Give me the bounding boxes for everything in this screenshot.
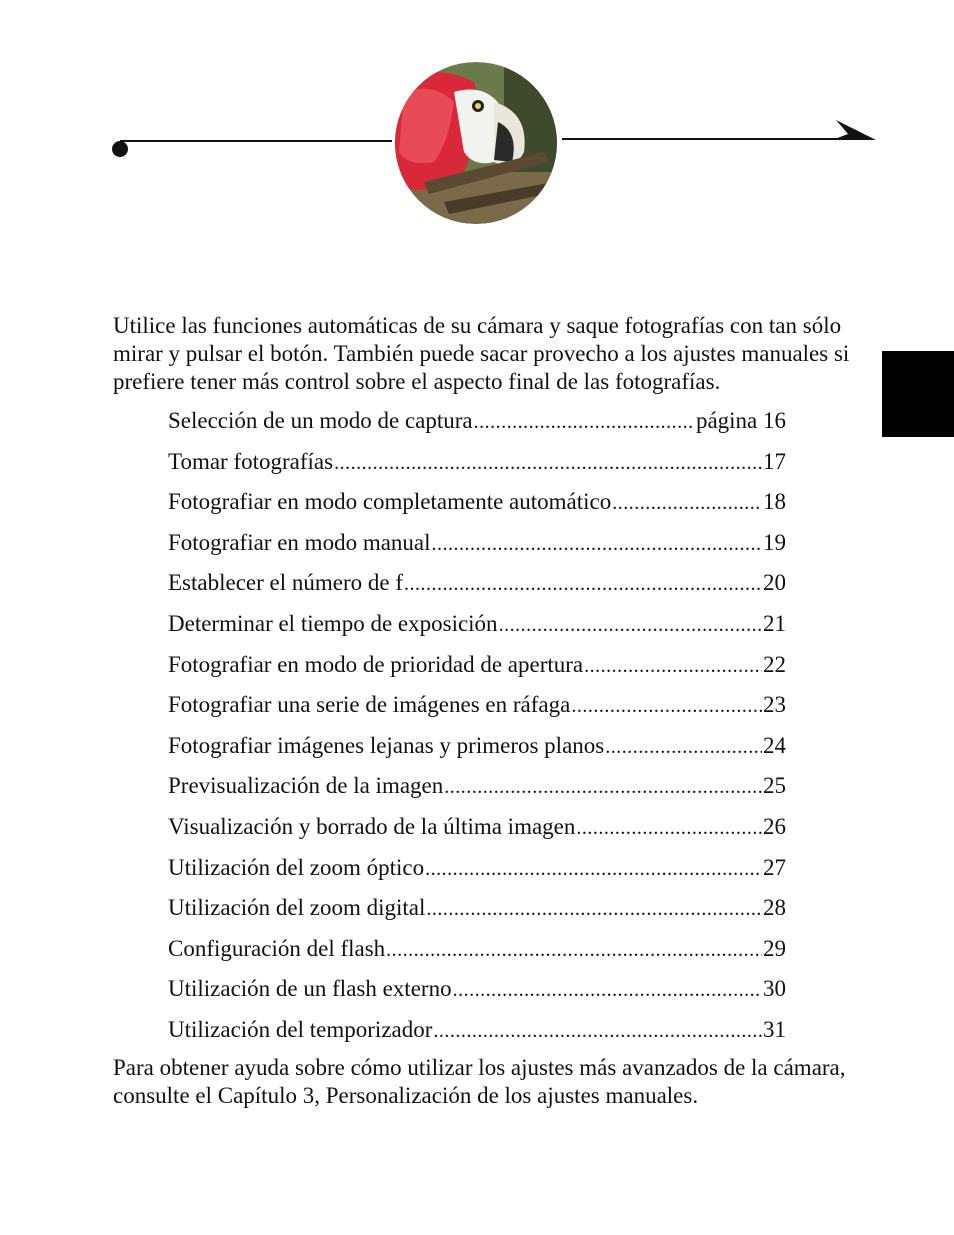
toc-entry-page: 20 <box>763 570 786 596</box>
toc-leader <box>605 726 762 768</box>
toc-entry-page: 26 <box>763 813 786 839</box>
toc-entry[interactable] <box>168 807 786 848</box>
toc-entry-page: página 16 <box>695 408 786 433</box>
toc-entry-title: Tomar fotografías <box>168 448 334 474</box>
toc-entry-page: 29 <box>763 935 786 961</box>
toc-entry-title: Determinar el tiempo de exposición <box>168 610 498 636</box>
toc-entry-title: Utilización de un flash externo <box>168 976 452 1002</box>
toc-entry[interactable] <box>168 401 786 442</box>
table-of-contents <box>168 401 786 1051</box>
header-rule-left <box>120 140 392 142</box>
toc-entry-title: Fotografiar en modo de prioridad de apertura <box>168 651 584 677</box>
parrot-photo <box>394 62 558 224</box>
intro-paragraph: Utilice las funciones automáticas de su cámara y saque fotografías con tan sólo mirar y pulsar el botón. También puede sacar provecho a los ajustes manuales si prefiere tener más control sobre el aspecto final de las fotografías. <box>113 313 850 394</box>
toc-entry-title: Establecer el número de f <box>168 570 403 596</box>
toc-entry-title: Fotografiar en modo completamente automático <box>168 489 612 515</box>
toc-entry[interactable] <box>168 563 786 604</box>
toc-entry-title: Selección de un modo de captura <box>168 408 473 433</box>
toc-entry-title: Fotografiar imágenes lejanas y primeros planos <box>168 732 605 758</box>
toc-leader <box>576 807 762 849</box>
toc-entry-title: Fotografiar en modo manual <box>168 529 431 555</box>
toc-entry-title: Fotografiar una serie de imágenes en ráfaga <box>168 692 571 718</box>
bullet-dot-icon <box>112 141 128 157</box>
toc-entry[interactable] <box>168 645 786 686</box>
toc-leader <box>444 766 762 808</box>
arrow-right-icon <box>832 120 876 144</box>
toc-entry[interactable] <box>168 442 786 483</box>
toc-leader <box>432 523 762 565</box>
toc-entry-title: Utilización del temporizador <box>168 1016 433 1042</box>
toc-entry[interactable] <box>168 726 786 767</box>
toc-entry[interactable] <box>168 929 786 970</box>
toc-entry[interactable] <box>168 888 786 929</box>
toc-entry[interactable] <box>168 1010 786 1051</box>
toc-leader <box>584 645 762 687</box>
toc-entry[interactable] <box>168 604 786 645</box>
toc-leader <box>474 401 695 443</box>
toc-entry[interactable] <box>168 848 786 889</box>
toc-leader <box>433 1010 762 1052</box>
toc-leader <box>499 604 762 646</box>
toc-entry-page: 18 <box>763 489 786 515</box>
toc-leader <box>571 685 762 727</box>
toc-entry-page: 21 <box>763 610 786 636</box>
outro-paragraph: Para obtener ayuda sobre cómo utilizar los ajustes más avanzados de la cámara, consulte el Capítulo 3, Personalización de los ajustes manuales. <box>113 1055 846 1108</box>
toc-entry-page: 30 <box>763 976 786 1002</box>
toc-leader <box>334 442 762 484</box>
toc-entry-title: Visualización y borrado de la última imagen <box>168 813 576 839</box>
toc-entry-page: 25 <box>763 773 786 799</box>
toc-entry-page: 19 <box>763 529 786 555</box>
header-rule-right <box>562 138 842 140</box>
toc-leader <box>425 848 762 890</box>
toc-leader <box>404 563 762 605</box>
toc-leader <box>386 929 762 971</box>
toc-entry[interactable] <box>168 766 786 807</box>
toc-entry[interactable] <box>168 523 786 564</box>
toc-entry-page: 27 <box>763 854 786 880</box>
toc-entry[interactable] <box>168 969 786 1010</box>
toc-entry-title: Configuración del flash <box>168 935 386 961</box>
toc-entry-page: 17 <box>763 448 786 474</box>
toc-entry-page: 22 <box>763 651 786 677</box>
chapter-tab <box>882 351 954 437</box>
toc-entry-title: Utilización del zoom óptico <box>168 854 425 880</box>
toc-entry-page: 23 <box>763 692 786 718</box>
toc-leader <box>453 969 762 1011</box>
toc-entry-title: Previsualización de la imagen <box>168 773 444 799</box>
toc-leader <box>612 482 762 524</box>
toc-entry-page: 24 <box>763 732 786 758</box>
toc-leader <box>426 888 762 930</box>
toc-entry-title: Utilización del zoom digital <box>168 895 426 921</box>
toc-entry[interactable] <box>168 482 786 523</box>
toc-entry-page: 28 <box>763 895 786 921</box>
toc-entry[interactable] <box>168 685 786 726</box>
toc-entry-page: 31 <box>763 1016 786 1042</box>
